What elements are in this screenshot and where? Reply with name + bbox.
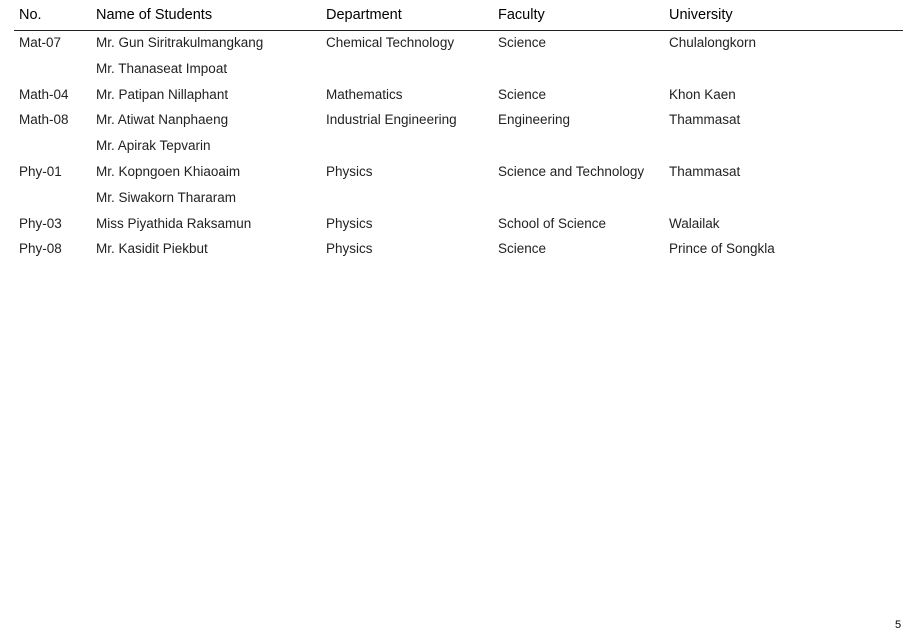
- cell-no: Phy-03: [19, 215, 62, 231]
- cell-department: Industrial Engineering: [326, 112, 457, 128]
- cell-university: Chulalongkorn: [669, 35, 757, 50]
- cell-department: Chemical Technology: [326, 35, 455, 50]
- cell-no: Phy-01: [19, 163, 62, 179]
- cell-no: Math-04: [19, 86, 69, 102]
- cell-university: Thammasat: [669, 112, 741, 128]
- cell-university: Thammasat: [669, 163, 741, 179]
- cell-university: Prince of Songkla: [669, 241, 775, 257]
- header-university: University: [669, 7, 733, 23]
- cell-name: Mr. Kopngoen Khiaoaim: [96, 163, 241, 179]
- header-name: Name of Students: [96, 7, 213, 23]
- cell-department: Physics: [326, 163, 373, 179]
- cell-no: Phy-08: [19, 241, 62, 257]
- cell-name: Mr. Atiwat Nanphaeng: [96, 112, 229, 128]
- header-faculty: Faculty: [498, 7, 545, 23]
- cell-faculty: Engineering: [498, 112, 571, 128]
- cell-no: Math-08: [19, 112, 69, 128]
- cell-faculty: Science: [498, 86, 547, 102]
- table-header: [0, 0, 915, 31]
- table-row: [0, 186, 915, 212]
- table-row: [0, 108, 915, 134]
- header-department: Department: [326, 7, 402, 23]
- table-row: [0, 212, 915, 238]
- cell-name: Mr. Siwakorn Thararam: [96, 189, 237, 205]
- table-row: [0, 83, 915, 109]
- cell-department: Physics: [326, 241, 373, 257]
- cell-university: Walailak: [669, 215, 720, 231]
- cell-department: Mathematics: [326, 86, 403, 102]
- cell-faculty: School of Science: [498, 215, 607, 231]
- table-row: [0, 160, 915, 186]
- cell-name: Mr. Gun Siritrakulmangkang: [96, 35, 264, 50]
- table-row: [0, 134, 915, 160]
- cell-department: Physics: [326, 215, 373, 231]
- table-row: [0, 237, 915, 263]
- cell-no: Mat-07: [19, 35, 62, 50]
- cell-faculty: Science: [498, 35, 547, 50]
- cell-faculty: Science: [498, 241, 547, 257]
- cell-faculty: Science and Technology: [498, 163, 645, 179]
- table-row: [0, 31, 915, 57]
- header-no: No.: [19, 7, 42, 23]
- cell-name: Miss Piyathida Raksamun: [96, 215, 252, 231]
- page-number: 5: [895, 619, 902, 631]
- cell-name: Mr. Apirak Tepvarin: [96, 138, 211, 154]
- cell-name: Mr. Patipan Nillaphant: [96, 86, 229, 102]
- table-row: [0, 57, 915, 83]
- cell-name: Mr. Kasidit Piekbut: [96, 241, 208, 257]
- cell-name: Mr. Thanaseat Impoat: [96, 60, 228, 76]
- cell-university: Khon Kaen: [669, 86, 736, 102]
- table-body: [0, 31, 915, 263]
